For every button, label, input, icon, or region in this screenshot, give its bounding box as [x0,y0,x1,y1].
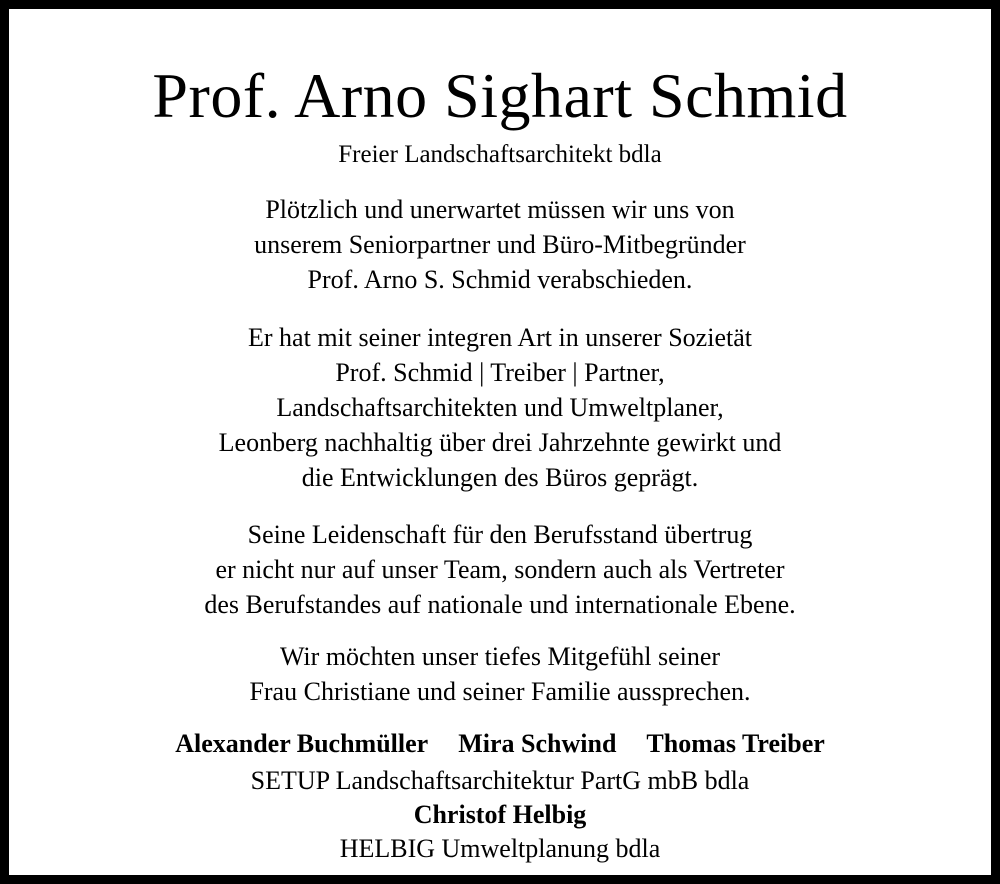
signatory-name: Alexander Buchmüller [175,729,429,758]
signatory-name: Mira Schwind [458,729,617,758]
text-line: er nicht nur auf unser Team, sondern auch als Vertreter [215,555,785,584]
signatory-firm: SETUP Landschaftsarchitektur PartG mbB bdla [250,766,750,795]
text-line: Er hat mit seiner integren Art in unserer Sozietät [248,323,752,352]
text-line: unserem Seniorpartner und Büro-Mitbegründer [254,230,746,259]
signatory-name: Thomas Treiber [646,729,825,758]
signatory-name: Christof Helbig [413,800,587,829]
signatory-firm: HELBIG Umweltplanung bdla [339,834,661,863]
text-line: Wir möchten unser tiefes Mitgefühl seiner [279,642,721,671]
text-line: Prof. Arno S. Schmid verabschieden. [307,265,693,294]
signatory-names [18,727,982,761]
text-line: die Entwicklungen des Büros geprägt. [301,463,699,492]
text-line: Seine Leidenschaft für den Berufsstand übertrug [247,520,753,549]
paragraph-condolence [18,639,982,709]
text-line: des Berufstandes auf nationale und internationale Ebene. [204,590,796,619]
obituary-content [18,18,982,866]
text-line: Plötzlich und unerwartet müssen wir uns von [265,195,735,224]
text-line: Prof. Schmid | Treiber | Partner, [335,358,665,387]
text-line: Frau Christiane und seiner Familie aussprechen. [249,677,751,706]
text-line: Leonberg nachhaltig über drei Jahrzehnte gewirkt und [218,428,782,457]
text-line: Landschaftsarchitekten und Umweltplaner, [276,393,724,422]
paragraph-legacy [18,320,982,495]
deceased-name: Prof. Arno Sighart Schmid [152,60,848,131]
deceased-title: Freier Landschaftsarchitekt bdla [338,141,662,168]
paragraph-passion [18,517,982,622]
paragraph-farewell [18,192,982,297]
